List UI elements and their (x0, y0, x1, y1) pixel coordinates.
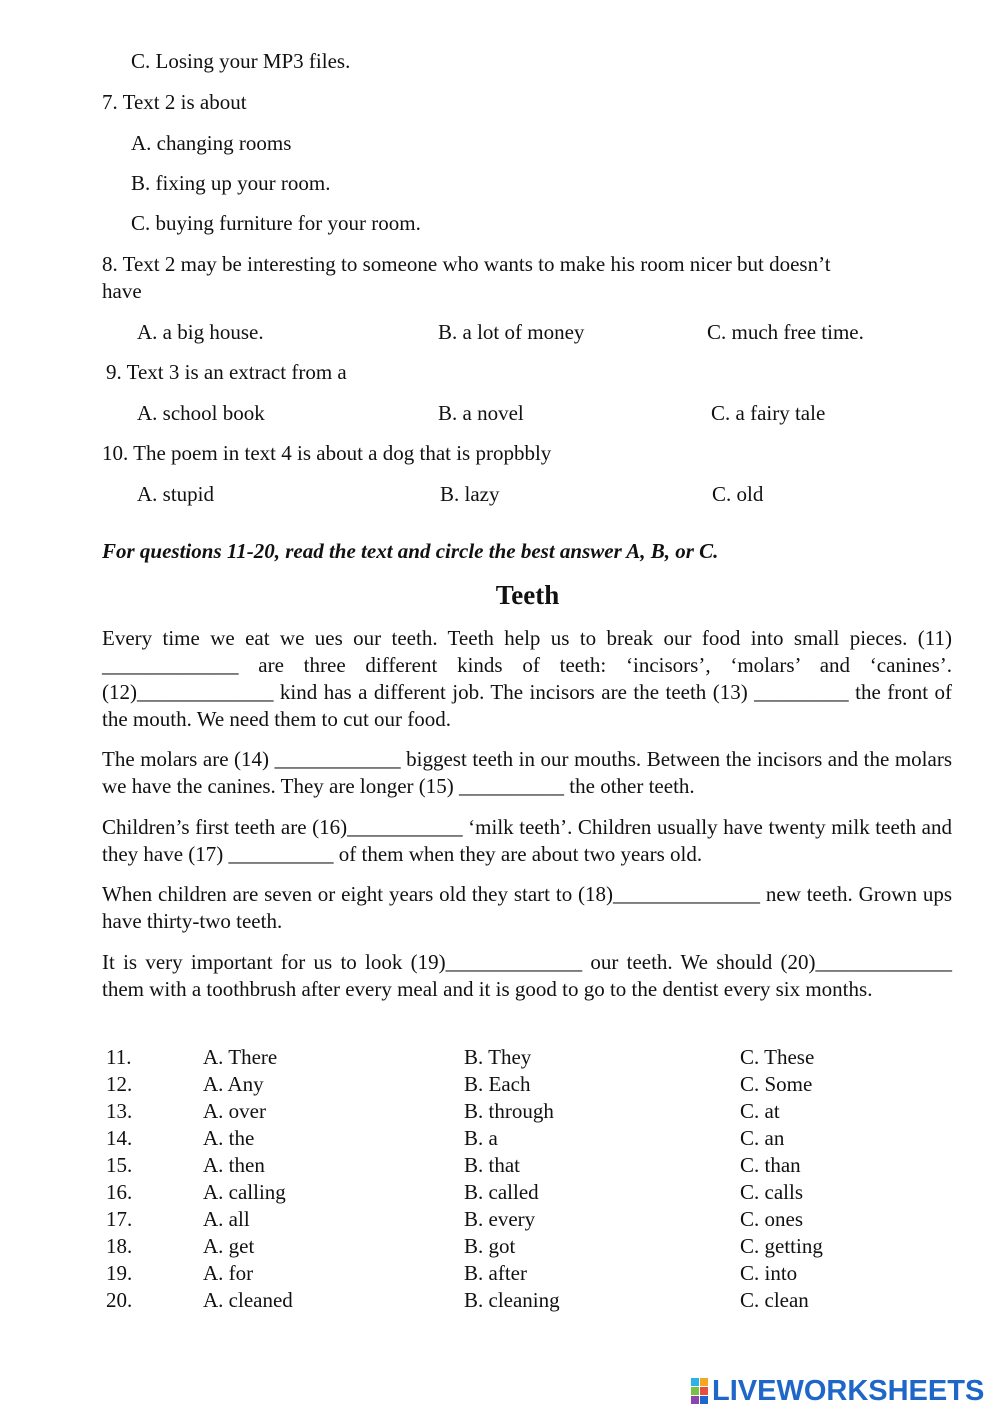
answer-number: 17. (106, 1207, 133, 1231)
q9-stem: 9. Text 3 is an extract from a (106, 360, 347, 384)
answer-option-a[interactable]: A. the (203, 1126, 255, 1150)
q10-option-c[interactable]: C. old (712, 482, 764, 506)
answer-option-c[interactable]: C. than (740, 1153, 801, 1177)
answer-option-a[interactable]: A. calling (203, 1180, 286, 1204)
passage-title: Teeth (495, 580, 560, 610)
q10-option-a[interactable]: A. stupid (137, 482, 215, 506)
answer-option-c[interactable]: C. an (740, 1126, 785, 1150)
answer-number: 13. (106, 1099, 133, 1123)
answer-option-c[interactable]: C. These (740, 1045, 815, 1069)
q7-option-a[interactable]: A. changing rooms (131, 131, 292, 155)
answer-option-b[interactable]: B. They (464, 1045, 532, 1069)
answer-option-c[interactable]: C. into (740, 1261, 798, 1285)
answer-option-b[interactable]: B. that (464, 1153, 520, 1177)
q8-option-c[interactable]: C. much free time. (707, 320, 864, 344)
answer-option-b[interactable]: B. after (464, 1261, 527, 1285)
q6-option-c[interactable]: C. Losing your MP3 files. (131, 49, 351, 73)
q9-option-a[interactable]: A. school book (137, 401, 265, 425)
q9-option-c[interactable]: C. a fairy tale (711, 401, 826, 425)
passage-paragraph-1: Every time we eat we ues our teeth. Teeth help us to break our food into small pieces. (11) _____________ are three different kinds of teeth: ‘incisors’, ‘molars’ and ‘canines’. (12)_____________ kind has a different job. The incisors are the teeth (13) _________ the front of the mouth. We need them to cut our food. (102, 626, 952, 731)
q8-stem-line1: 8. Text 2 may be interesting to someone who wants to make his room nicer but doesn’t (102, 252, 831, 276)
answer-option-b[interactable]: B. through (464, 1099, 554, 1123)
answer-option-c[interactable]: C. Some (740, 1072, 813, 1096)
passage-paragraph-3: Children’s first teeth are (16)___________ ‘milk teeth’. Children usually have twenty milk teeth and they have (17) __________ of them when they are about two years old. (102, 815, 952, 866)
answer-option-a[interactable]: A. cleaned (203, 1288, 293, 1312)
answer-number: 20. (106, 1288, 133, 1312)
q8-option-b[interactable]: B. a lot of money (438, 320, 585, 344)
answer-option-b[interactable]: B. every (464, 1207, 536, 1231)
q8-option-a[interactable]: A. a big house. (137, 320, 264, 344)
q7-option-b[interactable]: B. fixing up your room. (131, 171, 331, 195)
liveworksheets-logo-icon (691, 1378, 708, 1404)
answer-option-b[interactable]: B. got (464, 1234, 516, 1258)
instruction: For questions 11-20, read the text and circle the best answer A, B, or C. (102, 539, 719, 563)
liveworksheets-logo[interactable] (691, 1376, 984, 1406)
answer-option-a[interactable]: A. all (203, 1207, 250, 1231)
answer-option-b[interactable]: B. Each (464, 1072, 531, 1096)
answer-option-c[interactable]: C. clean (740, 1288, 809, 1312)
answer-number: 15. (106, 1153, 133, 1177)
q7-option-c[interactable]: C. buying furniture for your room. (131, 211, 421, 235)
answer-number: 12. (106, 1072, 133, 1096)
answer-option-a[interactable]: A. then (203, 1153, 265, 1177)
answer-option-c[interactable]: C. calls (740, 1180, 803, 1204)
answer-option-b[interactable]: B. a (464, 1126, 498, 1150)
answer-number: 19. (106, 1261, 133, 1285)
answer-option-b[interactable]: B. called (464, 1180, 539, 1204)
answer-option-c[interactable]: C. getting (740, 1234, 823, 1258)
answer-option-a[interactable]: A. get (203, 1234, 255, 1258)
answer-option-a[interactable]: A. for (203, 1261, 254, 1285)
answer-number: 11. (106, 1045, 132, 1069)
answer-number: 18. (106, 1234, 133, 1258)
answer-number: 16. (106, 1180, 133, 1204)
answer-option-a[interactable]: A. There (203, 1045, 278, 1069)
answer-option-a[interactable]: A. over (203, 1099, 266, 1123)
q10-stem: 10. The poem in text 4 is about a dog that is propbbly (102, 441, 552, 465)
q10-option-b[interactable]: B. lazy (440, 482, 500, 506)
answer-option-c[interactable]: C. at (740, 1099, 780, 1123)
answer-number: 14. (106, 1126, 133, 1150)
passage-paragraph-4: When children are seven or eight years old they start to (18)______________ new teeth. Grown ups have thirty-two teeth. (102, 882, 952, 933)
q7-stem: 7. Text 2 is about (102, 90, 247, 114)
answer-option-a[interactable]: A. Any (203, 1072, 264, 1096)
liveworksheets-logo-text: LIVEWORKSHEETS (712, 1374, 985, 1407)
q9-option-b[interactable]: B. a novel (438, 401, 524, 425)
passage-paragraph-5: It is very important for us to look (19)_____________ our teeth. We should (20)_____________ them with a toothbrush after every meal and it is good to go to the dentist every six months. (102, 950, 952, 1001)
passage-paragraph-2: The molars are (14) ____________ biggest teeth in our mouths. Between the incisors and the molars we have the canines. They are longer (15) __________ the other teeth. (102, 747, 952, 798)
q8-stem-line2: have (102, 279, 142, 303)
answer-option-b[interactable]: B. cleaning (464, 1288, 560, 1312)
answer-option-c[interactable]: C. ones (740, 1207, 803, 1231)
